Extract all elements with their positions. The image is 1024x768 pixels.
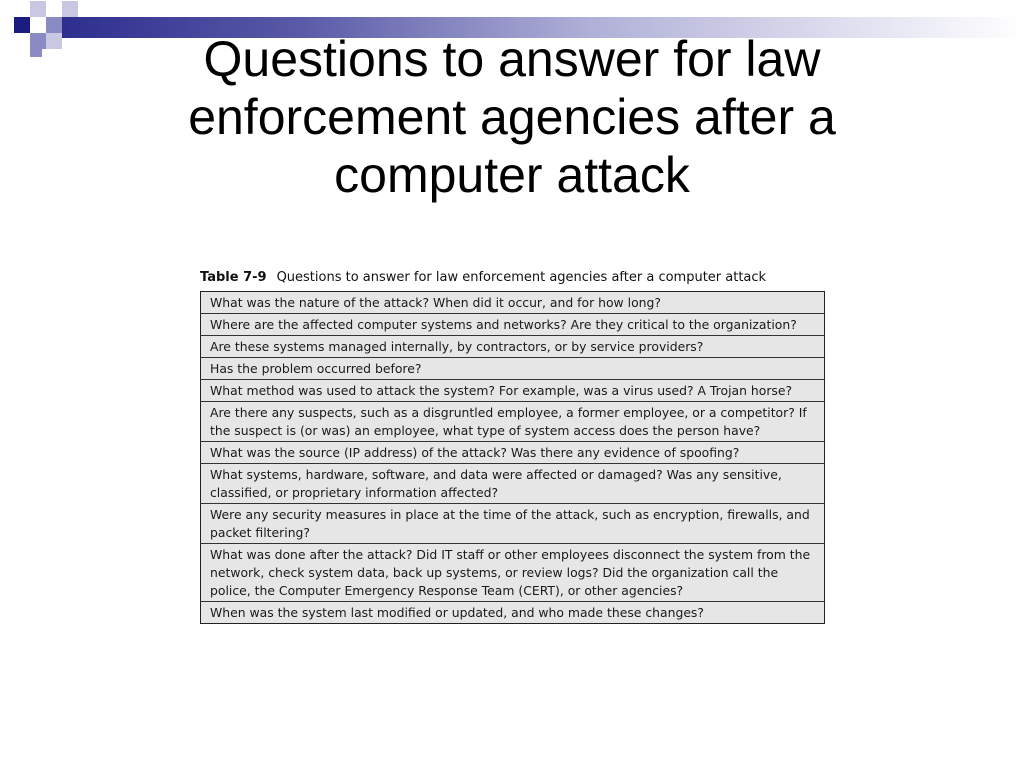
table-cell: Are these systems managed internally, by contractors, or by service providers? <box>201 336 825 358</box>
table-cell: What systems, hardware, software, and data were affected or damaged? Was any sensitive, classified, or proprietary information affected? <box>201 464 825 504</box>
table-cell: What was the source (IP address) of the attack? Was there any evidence of spoofing? <box>201 442 825 464</box>
table-row <box>201 314 825 336</box>
table-row <box>201 544 825 602</box>
table-cell: Are there any suspects, such as a disgruntled employee, a former employee, or a competitor? If the suspect is (or was) an employee, what type of system access does the person have? <box>201 402 825 442</box>
table-row <box>201 442 825 464</box>
table-row <box>201 380 825 402</box>
decorative-square <box>46 17 62 33</box>
slide-title: Questions to answer for law enforcement agencies after a computer attack <box>188 31 836 203</box>
table-caption <box>200 270 825 285</box>
decorative-square <box>62 1 78 17</box>
table-cell: What method was used to attack the system? For example, was a virus used? A Trojan horse? <box>201 380 825 402</box>
questions-table <box>200 291 825 624</box>
table-cell: What was the nature of the attack? When did it occur, and for how long? <box>201 292 825 314</box>
table-caption-text: Questions to answer for law enforcement agencies after a computer attack <box>276 270 767 285</box>
table-cell: Were any security measures in place at the time of the attack, such as encryption, firewalls, and packet filtering? <box>201 504 825 544</box>
decorative-square <box>14 17 30 33</box>
table-row <box>201 336 825 358</box>
table-row <box>201 504 825 544</box>
table-row <box>201 402 825 442</box>
decorative-square <box>30 1 46 17</box>
table-row <box>201 292 825 314</box>
table-figure <box>200 270 825 624</box>
table-cell: Where are the affected computer systems and networks? Are they critical to the organization? <box>201 314 825 336</box>
table-cell: Has the problem occurred before? <box>201 358 825 380</box>
decorative-square <box>30 45 42 57</box>
decorative-square <box>46 33 62 49</box>
table-row <box>201 602 825 624</box>
table-number: Table 7-9 <box>200 270 267 285</box>
table-cell: When was the system last modified or updated, and who made these changes? <box>210 605 704 620</box>
table-cell: What was done after the attack? Did IT staff or other employees disconnect the system from the network, check system data, back up systems, or review logs? Did the organization call the police, the Computer Emergency Response Team (CERT), or other agencies? <box>201 544 825 602</box>
table-row <box>201 358 825 380</box>
table-row <box>201 464 825 504</box>
